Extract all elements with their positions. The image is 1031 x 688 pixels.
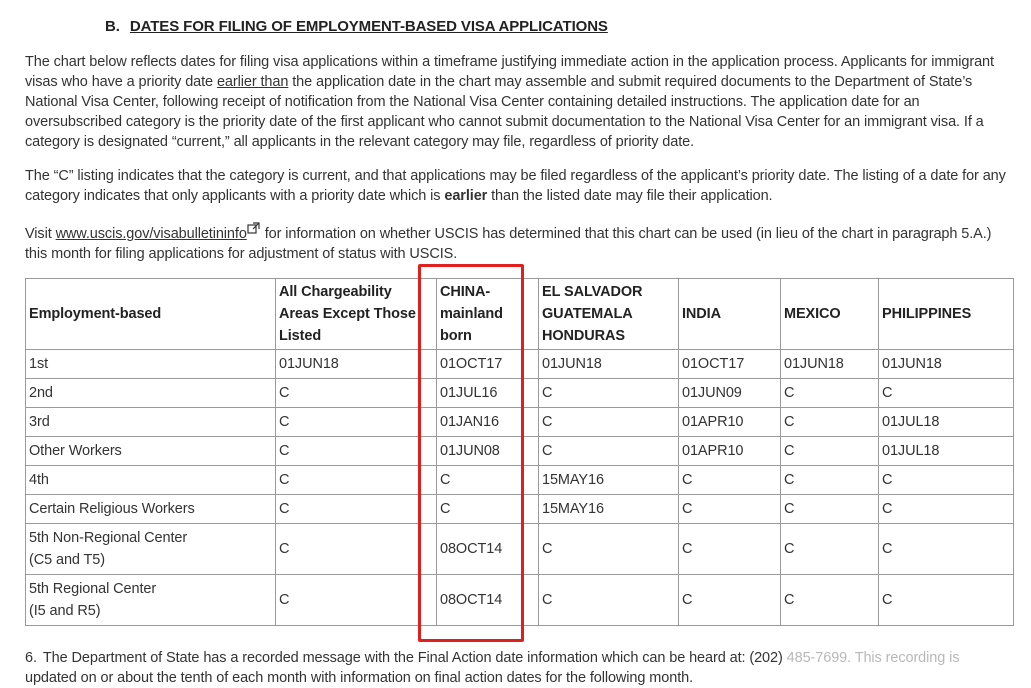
row-category bbox=[26, 575, 276, 626]
cell-el-salvador: C bbox=[539, 437, 679, 466]
footer-text: The Department of State has a recorded message with the Final Action date information which can be heard at: (202) bbox=[42, 650, 787, 666]
cell-mexico: 01JUN18 bbox=[781, 350, 879, 379]
cell-china: 08OCT14 bbox=[437, 524, 539, 575]
cell-mexico: C bbox=[781, 495, 879, 524]
cell-el-salvador: C bbox=[539, 575, 679, 626]
cell-mexico: C bbox=[781, 575, 879, 626]
row-category: 4th bbox=[26, 466, 276, 495]
table-header-row bbox=[26, 279, 1014, 350]
uscis-link[interactable]: www.uscis.gov/visabulletininfo bbox=[55, 226, 247, 242]
section-number: B. bbox=[105, 18, 120, 35]
cell-all: C bbox=[276, 495, 437, 524]
table-row bbox=[26, 408, 1014, 437]
section-heading bbox=[105, 16, 1015, 38]
cell-philippines: 01JUL18 bbox=[879, 437, 1014, 466]
cell-india: C bbox=[679, 495, 781, 524]
cell-mexico: C bbox=[781, 437, 879, 466]
cell-philippines: C bbox=[879, 495, 1014, 524]
intro-text-2: the application date in the chart may assemble and submit required documents to the Department of State’s National Visa Center, following receipt of notification from the National Visa Center containing detailed instructions. The application date for an oversubscribed category is the priority date of the first applicant who cannot submit documentation to the National Visa Center for an immigrant visa. If a category is designated “current,” all applicants in the relevant category may file, regardless of priority date. bbox=[25, 74, 984, 150]
header-all-chargeability: All Chargeability Areas Except Those Listed bbox=[276, 279, 437, 350]
cell-philippines: 01JUL18 bbox=[879, 408, 1014, 437]
row-category: 3rd bbox=[26, 408, 276, 437]
row-category-line1: 5th Non-Regional Center bbox=[29, 530, 188, 546]
row-category: Certain Religious Workers bbox=[26, 495, 276, 524]
header-india: INDIA bbox=[679, 279, 781, 350]
cell-mexico: C bbox=[781, 524, 879, 575]
cell-india: 01JUN09 bbox=[679, 379, 781, 408]
cell-india: C bbox=[679, 575, 781, 626]
footer-text-2: updated on or about the tenth of each month with information on final action dates for the following month. bbox=[25, 670, 694, 686]
cell-india: 01APR10 bbox=[679, 437, 781, 466]
cell-all: C bbox=[276, 524, 437, 575]
row-category-line1: 5th Regional Center bbox=[29, 581, 157, 597]
table-row bbox=[26, 575, 1014, 626]
cell-india: C bbox=[679, 524, 781, 575]
intro-underlined-text: earlier than bbox=[216, 74, 289, 90]
cell-india: 01OCT17 bbox=[679, 350, 781, 379]
cell-india: 01APR10 bbox=[679, 408, 781, 437]
table-row bbox=[26, 350, 1014, 379]
footer-number: 6. bbox=[25, 650, 37, 666]
cell-el-salvador: 15MAY16 bbox=[539, 466, 679, 495]
row-category: 2nd bbox=[26, 379, 276, 408]
cell-all: C bbox=[276, 466, 437, 495]
table-row bbox=[26, 524, 1014, 575]
intro-text-1: The chart below reflects dates for filing visa applications within a timeframe justifying immediate action in the application process. Applicants for immigrant visas who have a priority date bbox=[25, 54, 994, 90]
section-title: DATES FOR FILING OF EMPLOYMENT-BASED VISA APPLICATIONS bbox=[129, 18, 608, 35]
cell-china: C bbox=[437, 495, 539, 524]
header-china: CHINA-mainland born bbox=[437, 279, 539, 350]
cell-china: 08OCT14 bbox=[437, 575, 539, 626]
cell-el-salvador: 15MAY16 bbox=[539, 495, 679, 524]
cell-philippines: C bbox=[879, 524, 1014, 575]
cell-el-salvador: C bbox=[539, 524, 679, 575]
footer-paragraph bbox=[25, 648, 1015, 688]
row-category: Other Workers bbox=[26, 437, 276, 466]
cell-china: 01JUL16 bbox=[437, 379, 539, 408]
header-mexico: MEXICO bbox=[781, 279, 879, 350]
uscis-paragraph bbox=[25, 220, 1015, 264]
cell-all: C bbox=[276, 408, 437, 437]
cell-mexico: C bbox=[781, 466, 879, 495]
external-link-icon[interactable] bbox=[247, 220, 261, 232]
cell-el-salvador: C bbox=[539, 379, 679, 408]
header-philippines: PHILIPPINES bbox=[879, 279, 1014, 350]
uscis-text-2: for information on whether USCIS has determined that this chart can be used (in lieu of the chart in paragraph 5.A.) this month for filing applications for adjustment of status with USCIS. bbox=[25, 226, 992, 262]
cell-china: 01OCT17 bbox=[437, 350, 539, 379]
cell-china: 01JUN08 bbox=[437, 437, 539, 466]
cell-all: 01JUN18 bbox=[276, 350, 437, 379]
cell-all: C bbox=[276, 575, 437, 626]
cell-all: C bbox=[276, 379, 437, 408]
table-row bbox=[26, 495, 1014, 524]
cell-mexico: C bbox=[781, 408, 879, 437]
cell-all: C bbox=[276, 437, 437, 466]
cell-el-salvador: C bbox=[539, 408, 679, 437]
cell-mexico: C bbox=[781, 379, 879, 408]
cell-philippines: 01JUN18 bbox=[879, 350, 1014, 379]
table-row bbox=[26, 466, 1014, 495]
cell-philippines: C bbox=[879, 466, 1014, 495]
header-employment-based: Employment-based bbox=[26, 279, 276, 350]
row-category-line2: (C5 and T5) bbox=[29, 552, 106, 568]
cell-india: C bbox=[679, 466, 781, 495]
row-category-line2: (I5 and R5) bbox=[29, 603, 101, 619]
cell-el-salvador: 01JUN18 bbox=[539, 350, 679, 379]
cell-china: 01JAN16 bbox=[437, 408, 539, 437]
intro-paragraph bbox=[25, 52, 1015, 152]
current-bold-text: earlier bbox=[444, 188, 488, 204]
current-listing-paragraph bbox=[25, 166, 1015, 206]
table-row bbox=[26, 437, 1014, 466]
header-el-salvador: EL SALVADOR GUATEMALA HONDURAS bbox=[539, 279, 679, 350]
document-body bbox=[25, 16, 1015, 626]
cell-china: C bbox=[437, 466, 539, 495]
filing-dates-table bbox=[25, 278, 1014, 626]
row-category: 1st bbox=[26, 350, 276, 379]
cell-philippines: C bbox=[879, 379, 1014, 408]
table-row bbox=[26, 379, 1014, 408]
footer-watermark-text: 485-7699. This recording is bbox=[786, 650, 960, 666]
current-text-2: than the listed date may file their application. bbox=[487, 188, 773, 204]
cell-philippines: C bbox=[879, 575, 1014, 626]
uscis-text-1: Visit bbox=[25, 226, 56, 242]
row-category bbox=[26, 524, 276, 575]
current-text-1: The “C” listing indicates that the category is current, and that applications may be filed regardless of the applicant’s priority date. The listing of a date for any category indicates that only applicants with a priority date which is bbox=[25, 168, 1006, 204]
